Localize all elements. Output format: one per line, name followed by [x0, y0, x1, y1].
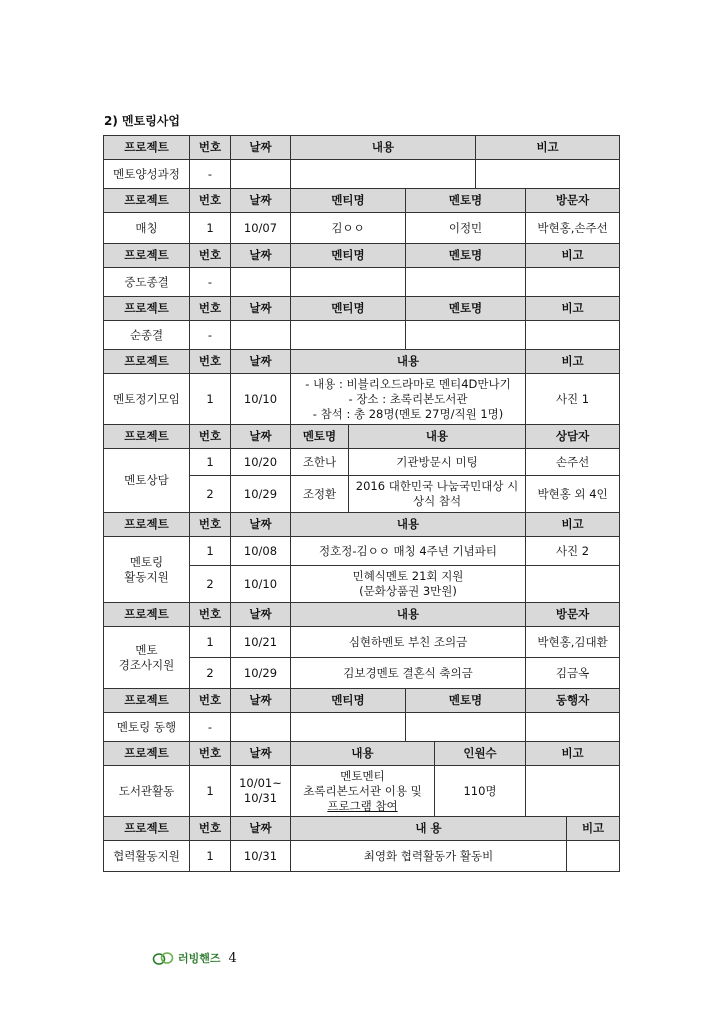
cell-num: 2	[190, 476, 231, 513]
header-content: 내 용	[291, 817, 567, 841]
cell-mentee	[291, 268, 406, 297]
cell-mentee	[291, 321, 406, 350]
header-num: 번호	[190, 297, 231, 321]
cell-project: 멘토양성과정	[104, 160, 190, 189]
table-row	[104, 841, 620, 872]
header-mentee: 멘티명	[291, 689, 406, 713]
cell-mentor	[406, 321, 526, 350]
header-num: 번호	[190, 742, 231, 766]
content-line: - 내용 : 비블리오드라마로 멘티4D만나기	[305, 376, 511, 391]
cell-mentor	[406, 268, 526, 297]
cell-num: 1	[190, 213, 231, 244]
header-row	[104, 603, 620, 627]
header-mentor-name: 멘토명	[291, 425, 349, 449]
table-row	[104, 160, 620, 189]
cell-project: 매칭	[104, 213, 190, 244]
content-line: - 장소 : 초록리본도서관	[348, 391, 468, 406]
cell-visitor: 박현홍,손주선	[526, 213, 620, 244]
date-line: 10/31	[243, 791, 278, 805]
header-num: 번호	[190, 689, 231, 713]
header-project: 프로젝트	[104, 136, 190, 160]
cell-content	[291, 374, 526, 425]
cell-num: 1	[190, 627, 231, 658]
cell-counselor: 손주선	[526, 449, 620, 476]
cell-mentor-name: 조한나	[291, 449, 349, 476]
table-row	[104, 374, 620, 425]
header-note: 비고	[526, 742, 620, 766]
cell-date: 10/10	[231, 566, 291, 603]
cell-mentor-name: 조정환	[291, 476, 349, 513]
cell-date	[231, 766, 291, 817]
header-project: 프로젝트	[104, 817, 190, 841]
table-row	[104, 713, 620, 742]
cell-num: -	[190, 713, 231, 742]
cell-date: 10/07	[231, 213, 291, 244]
header-mentee: 멘티명	[291, 297, 406, 321]
content-line: 초록리본도서관 이용 및	[303, 783, 422, 798]
header-num: 번호	[190, 603, 231, 627]
cell-mentee: 김ㅇㅇ	[291, 213, 406, 244]
header-mentor: 멘토명	[406, 244, 526, 268]
header-mentor: 멘토명	[406, 689, 526, 713]
header-content: 내용	[291, 513, 526, 537]
header-note: 비고	[567, 817, 620, 841]
cell-content: 기관방문시 미팅	[349, 449, 526, 476]
header-row	[104, 513, 620, 537]
cell-num: -	[190, 268, 231, 297]
header-project: 프로젝트	[104, 189, 190, 213]
cell-project: 멘토상담	[104, 449, 190, 513]
header-project: 프로젝트	[104, 425, 190, 449]
cell-companion	[526, 713, 620, 742]
cell-num: -	[190, 321, 231, 350]
cell-note	[526, 268, 620, 297]
cell-num: 1	[190, 449, 231, 476]
header-content: 내용	[291, 603, 526, 627]
cell-content: 김보경멘토 결혼식 축의금	[291, 658, 526, 689]
cell-note	[526, 766, 620, 817]
date-line: 10/01~	[239, 776, 282, 790]
cell-note	[476, 160, 620, 189]
project-line: 멘토링	[129, 554, 164, 569]
cell-num: 1	[190, 841, 231, 872]
cell-date: 10/21	[231, 627, 291, 658]
cell-num: 1	[190, 766, 231, 817]
cell-date	[231, 160, 291, 189]
cell-project: 도서관활동	[104, 766, 190, 817]
header-row	[104, 136, 620, 160]
header-row	[104, 425, 620, 449]
cell-date: 10/29	[231, 476, 291, 513]
project-line: 경조사지원	[118, 657, 175, 672]
cell-date: 10/31	[231, 841, 291, 872]
cell-project: 순종결	[104, 321, 190, 350]
cell-project	[104, 537, 190, 603]
table-row	[104, 213, 620, 244]
header-note: 비고	[526, 244, 620, 268]
header-date: 날짜	[231, 603, 291, 627]
project-line: 활동지원	[124, 569, 169, 584]
cell-visitor: 박현홍,김대환	[526, 627, 620, 658]
header-date: 날짜	[231, 425, 291, 449]
header-project: 프로젝트	[104, 513, 190, 537]
project-line: 멘토	[135, 642, 158, 657]
header-num: 번호	[190, 513, 231, 537]
cell-counselor: 박현홍 외 4인	[526, 476, 620, 513]
table-row	[104, 627, 620, 658]
cell-content: 최영화 협력활동가 활동비	[291, 841, 567, 872]
cell-visitor: 김금옥	[526, 658, 620, 689]
page-number: 4	[228, 950, 237, 966]
cell-project: 멘토정기모임	[104, 374, 190, 425]
header-date: 날짜	[231, 244, 291, 268]
mentoring-table	[103, 135, 620, 872]
cell-content	[291, 566, 526, 603]
header-visitor: 방문자	[526, 603, 620, 627]
cell-project: 중도종결	[104, 268, 190, 297]
header-content: 내용	[291, 742, 435, 766]
header-note: 비고	[526, 297, 620, 321]
header-row	[104, 817, 620, 841]
content-line: (문화상품권 3만원)	[359, 584, 457, 598]
cell-date: 10/08	[231, 537, 291, 566]
header-date: 날짜	[231, 189, 291, 213]
cell-note	[526, 321, 620, 350]
cell-num: 1	[190, 537, 231, 566]
header-row	[104, 350, 620, 374]
header-mentee: 멘티명	[291, 244, 406, 268]
header-note: 비고	[526, 513, 620, 537]
cell-date	[231, 268, 291, 297]
cell-mentor: 이정민	[406, 213, 526, 244]
header-date: 날짜	[231, 350, 291, 374]
cell-num: 2	[190, 658, 231, 689]
header-num: 번호	[190, 817, 231, 841]
content-line: - 참석 : 총 28명(멘토 27명/직원 1명)	[312, 406, 504, 421]
content-line: 민혜식멘토 21회 지원	[352, 569, 464, 583]
header-num: 번호	[190, 189, 231, 213]
header-row	[104, 689, 620, 713]
cell-project	[104, 627, 190, 689]
table-row	[104, 766, 620, 817]
table-row	[104, 537, 620, 566]
brand-name: 러빙핸즈	[178, 952, 221, 965]
cell-count: 110명	[435, 766, 526, 817]
header-project: 프로젝트	[104, 742, 190, 766]
header-row	[104, 244, 620, 268]
cell-note	[567, 841, 620, 872]
header-companion: 동행자	[526, 689, 620, 713]
header-date: 날짜	[231, 297, 291, 321]
header-note: 비고	[526, 350, 620, 374]
cell-date	[231, 321, 291, 350]
header-counselor: 상담자	[526, 425, 620, 449]
header-num: 번호	[190, 136, 231, 160]
header-date: 날짜	[231, 742, 291, 766]
table-row	[104, 449, 620, 476]
cell-note: 사진 2	[526, 537, 620, 566]
cell-project: 협력활동지원	[104, 841, 190, 872]
cell-num: 1	[190, 374, 231, 425]
cell-content: 심현하멘토 부친 조의금	[291, 627, 526, 658]
header-num: 번호	[190, 244, 231, 268]
header-note: 비고	[476, 136, 620, 160]
header-mentee: 멘티명	[291, 189, 406, 213]
header-project: 프로젝트	[104, 603, 190, 627]
cell-date: 10/20	[231, 449, 291, 476]
header-num: 번호	[190, 350, 231, 374]
cell-content: 2016 대한민국 나눔국민대상 시상식 참석	[349, 476, 526, 513]
footer	[152, 950, 237, 966]
cell-date: 10/29	[231, 658, 291, 689]
header-content: 내용	[291, 136, 476, 160]
header-count: 인원수	[435, 742, 526, 766]
cell-note	[526, 566, 620, 603]
header-date: 날짜	[231, 817, 291, 841]
cell-mentor	[406, 713, 526, 742]
header-content: 내용	[349, 425, 526, 449]
table-row	[104, 321, 620, 350]
header-row	[104, 742, 620, 766]
hands-logo-icon	[152, 950, 174, 966]
header-content: 내용	[291, 350, 526, 374]
header-visitor: 방문자	[526, 189, 620, 213]
header-project: 프로젝트	[104, 297, 190, 321]
cell-content	[291, 766, 435, 817]
cell-date: 10/10	[231, 374, 291, 425]
cell-project: 멘토링 동행	[104, 713, 190, 742]
cell-content	[291, 160, 476, 189]
cell-num: 2	[190, 566, 231, 603]
content-line: 멘토멘티	[340, 768, 385, 783]
header-mentor: 멘토명	[406, 189, 526, 213]
header-date: 날짜	[231, 136, 291, 160]
section-title: 2) 멘토링사업	[104, 114, 180, 128]
header-date: 날짜	[231, 689, 291, 713]
header-project: 프로젝트	[104, 350, 190, 374]
header-date: 날짜	[231, 513, 291, 537]
cell-mentee	[291, 713, 406, 742]
table-row	[104, 268, 620, 297]
cell-note: 사진 1	[526, 374, 620, 425]
header-num: 번호	[190, 425, 231, 449]
header-project: 프로젝트	[104, 244, 190, 268]
header-project: 프로젝트	[104, 689, 190, 713]
cell-date	[231, 713, 291, 742]
cell-content: 정호정-김ㅇㅇ 매칭 4주년 기념파티	[291, 537, 526, 566]
cell-num: -	[190, 160, 231, 189]
header-row	[104, 189, 620, 213]
header-row	[104, 297, 620, 321]
header-mentor: 멘토명	[406, 297, 526, 321]
content-line: 프로그램 참여	[327, 798, 398, 813]
